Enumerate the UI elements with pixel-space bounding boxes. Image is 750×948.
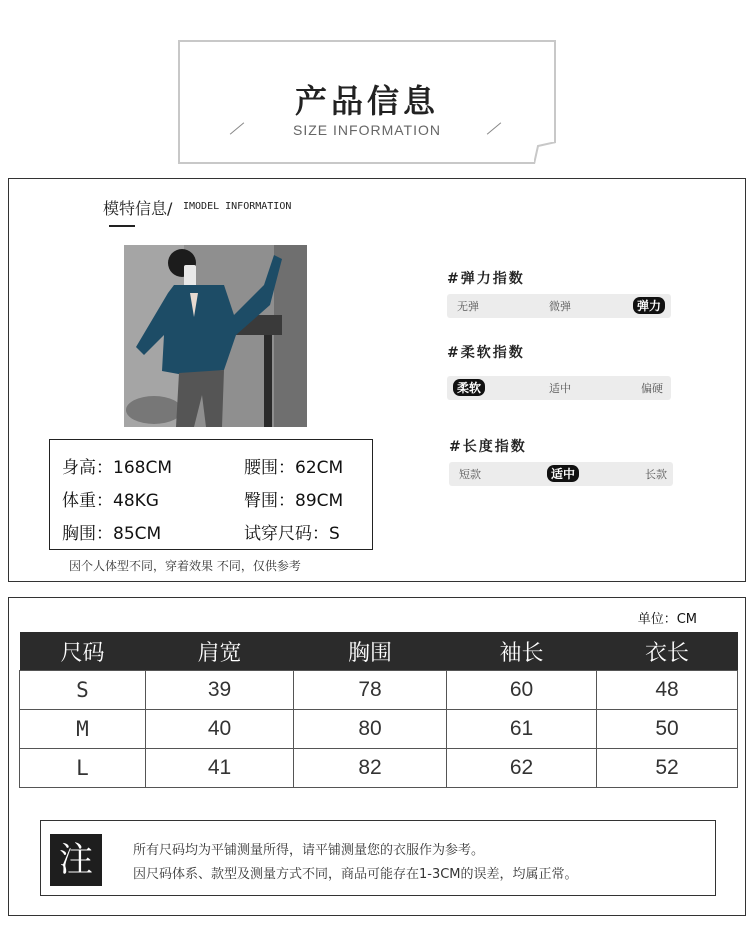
heading-underline: [109, 225, 135, 227]
note-line-1: 所有尺码均为平铺测量所得，请平铺测量您的衣服作为参考。: [133, 843, 485, 858]
page-subtitle: SIZE INFORMATION: [293, 122, 441, 138]
stat-waist: 腰围：62CM: [244, 458, 344, 478]
header-shoulder: 肩宽: [146, 632, 294, 671]
model-info-section: [8, 178, 746, 582]
length-option-selected: 适中: [547, 465, 579, 482]
stat-height: 身高：168CM: [62, 458, 172, 478]
header-sleeve: 袖长: [447, 632, 597, 671]
table-cell: S: [20, 671, 146, 710]
table-cell: 52: [597, 749, 738, 788]
table-cell: 40: [146, 710, 294, 749]
table-cell: 80: [294, 710, 447, 749]
table-cell: L: [20, 749, 146, 788]
table-cell: 39: [146, 671, 294, 710]
stat-bust: 胸围：85CM: [62, 524, 162, 544]
softness-index-bar: [447, 376, 671, 400]
model-photo: [124, 245, 307, 427]
table-row: [20, 749, 738, 788]
table-row: [20, 671, 738, 710]
header-card: [178, 40, 556, 164]
length-option-short: 短款: [459, 468, 481, 481]
model-heading-en: IMODEL INFORMATION: [183, 201, 292, 212]
softness-option-hard: 偏硬: [641, 382, 663, 395]
table-cell: 82: [294, 749, 447, 788]
note-line-2: 因尺码体系、款型及测量方式不同，商品可能存在1-3CM的误差，均属正常。: [133, 867, 578, 882]
table-cell: 50: [597, 710, 738, 749]
stat-weight: 体重：48KG: [62, 491, 159, 511]
fit-disclaimer: 因个人体型不同，穿着效果 不同，仅供参考: [69, 559, 301, 573]
stat-trial-size: 试穿尺码：S: [244, 524, 340, 544]
length-index-bar: [449, 462, 673, 486]
note-badge: 注: [50, 834, 102, 886]
table-cell: 60: [447, 671, 597, 710]
page-curl-icon: [534, 142, 556, 164]
elasticity-option-selected: 弹力: [633, 297, 665, 314]
size-table-section: [8, 597, 746, 916]
table-cell: 62: [447, 749, 597, 788]
softness-index-title: #柔软指数: [447, 345, 525, 361]
table-row: [20, 710, 738, 749]
header-bust: 胸围: [294, 632, 447, 671]
model-stats: [49, 439, 373, 550]
length-option-long: 长款: [645, 468, 667, 481]
elasticity-index-bar: [447, 294, 671, 318]
table-cell: 61: [447, 710, 597, 749]
table-header-row: [20, 632, 738, 671]
stat-hip: 臀围：89CM: [244, 491, 344, 511]
table-cell: 41: [146, 749, 294, 788]
table-cell: 78: [294, 671, 447, 710]
model-heading: 模特信息/: [103, 199, 173, 218]
table-cell: 48: [597, 671, 738, 710]
elasticity-option-slight: 微弹: [549, 300, 571, 313]
length-index-title: #长度指数: [449, 439, 527, 455]
table-cell: M: [20, 710, 146, 749]
size-table: [19, 632, 738, 788]
note-box: [40, 820, 716, 896]
page-title: 产品信息: [294, 82, 439, 120]
header-length: 衣长: [597, 632, 738, 671]
unit-label: 单位：CM: [637, 612, 697, 627]
header-size: 尺码: [20, 632, 146, 671]
softness-option-medium: 适中: [549, 382, 571, 395]
elasticity-index-title: #弹力指数: [447, 271, 525, 287]
elasticity-option-none: 无弹: [457, 300, 479, 313]
softness-option-selected: 柔软: [453, 379, 485, 396]
